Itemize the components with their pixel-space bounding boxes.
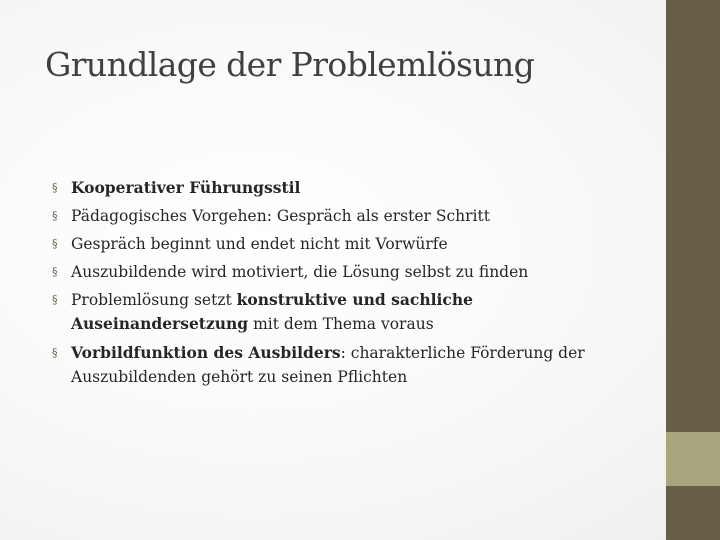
bullet-text-part: Problemlösung setzt bbox=[71, 291, 237, 309]
sidebar-decor-accent bbox=[666, 432, 720, 486]
bullet-text: Auszubildende wird motiviert, die Lösung selbst zu finden bbox=[71, 263, 529, 281]
bullet-marker-icon: § bbox=[52, 209, 58, 222]
sidebar-decor-bottom bbox=[666, 486, 720, 540]
bullet-text: Pädagogisches Vorgehen: Gespräch als erster Schritt bbox=[71, 207, 490, 225]
bullet-text: Kooperativer Führungsstil bbox=[71, 178, 301, 197]
bullet-item-4 bbox=[52, 260, 642, 284]
bullet-marker-icon: § bbox=[52, 346, 58, 359]
sidebar-decor-top bbox=[666, 0, 720, 432]
bullet-list bbox=[52, 176, 642, 393]
bullet-text: Gespräch beginnt und endet nicht mit Vorwürfe bbox=[71, 235, 448, 253]
bullet-text-emphasis: Vorbildfunktion des Ausbilders bbox=[71, 343, 341, 362]
bullet-marker-icon: § bbox=[52, 265, 58, 278]
bullet-item-3 bbox=[52, 232, 642, 256]
bullet-text-part: mit dem Thema voraus bbox=[248, 315, 434, 333]
bullet-item-2 bbox=[52, 204, 642, 228]
bullet-item-1 bbox=[52, 176, 642, 200]
bullet-marker-icon: § bbox=[52, 181, 58, 194]
bullet-marker-icon: § bbox=[52, 237, 58, 250]
bullet-marker-icon: § bbox=[52, 293, 58, 306]
slide-title: Grundlage der Problemlösung bbox=[45, 45, 535, 84]
bullet-item-5 bbox=[52, 288, 642, 336]
bullet-text-part: : charakterliche Förderung der Auszubildenden gehört zu seinen Pflichten bbox=[71, 344, 585, 386]
bullet-item-6 bbox=[52, 341, 642, 389]
bullet-text-emphasis: konstruktive und sachliche Auseinandersetzung bbox=[71, 290, 473, 333]
